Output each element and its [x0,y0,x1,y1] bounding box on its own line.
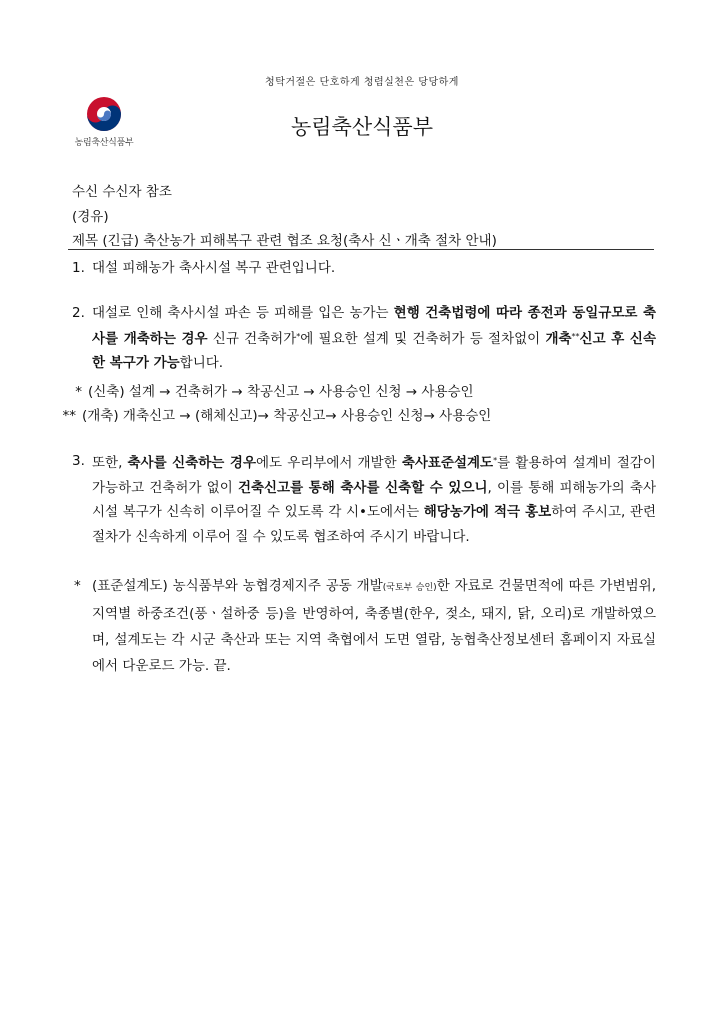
footnote-mark: ** [62,408,76,424]
paragraph-text: 대설로 인해 축사시설 파손 등 피해를 입은 농가는 현행 건축법령에 따라 종전과 동일규모로 축사를 개축하는 경우 신규 건축허가*에 필요한 설계 및 건축허가 등 절차없이 개축**신고 후 신속한 복구가 가능합니다. [92,305,656,371]
procedure-rebuild [56,404,491,424]
paragraph-2 [72,301,656,375]
footnote-mark: * [75,384,82,400]
procedure-new-build [62,380,474,400]
procedure-text: (신축) 설계 → 건축허가 → 착공신고 → 사용승인 신청 → 사용승인 [88,384,474,400]
subject-divider [68,249,654,250]
note-text: (표준설계도) 농식품부와 농협경제지주 공동 개발(국토부 승인)한 자료로 건물면적에 따른 가변범위, 지역별 하중조건(풍ㆍ설하중 등)을 반영하여, 축종별(한우, 젖소, 돼지, 닭, 오리)로 개발하였으며, 설계도는 각 시군 축산과 또는 지역 축협에서 도면 열람, 농협축산정보센터 홈페이지 자료실에서 다운로드 가능. 끝. [92,578,656,674]
paragraph-number: 2. [72,305,85,321]
logo-text: 농림축산식품부 [74,138,134,148]
paragraph-text: 대설 피해농가 축사시설 복구 관련입니다. [92,260,336,276]
standard-design-note [72,573,656,679]
recipient-line: 수신 수신자 참조 [72,184,172,200]
paragraph-1 [72,256,656,280]
via-line: (경유) [72,209,109,225]
procedure-text: (개축) 개축신고 → (해체신고)→ 착공신고→ 사용승인 신청→ 사용승인 [82,408,492,424]
paragraph-text: 또한, 축사를 신축하는 경우에도 우리부에서 개발한 축사표준설계도*를 활용하여 설계비 절감이 가능하고 건축허가 없이 건축신고를 통해 축사를 신축할 수 있으니, 이를 통해 피해농가의 축사시설 복구가 신속히 이루어질 수 있도록 각 시•도에서는 해당농가에 적극 홍보하여 주시고, 관련 절차가 신속하게 이루어 질 수 있도록 협조하여 주시기 바랍니다. [92,455,656,545]
paragraph-3 [72,449,656,549]
paragraph-number: 3. [72,453,85,469]
footnote-mark: * [74,578,81,594]
slogan: 청탁거절은 단호하게 청렴실천은 당당하게 [265,77,459,88]
ministry-title: 농림축산식품부 [290,115,433,139]
paragraph-number: 1. [72,260,85,276]
subject-line: 제목 (긴급) 축산농가 피해복구 관련 협조 요청(축사 신ㆍ개축 절차 안내) [72,233,497,249]
